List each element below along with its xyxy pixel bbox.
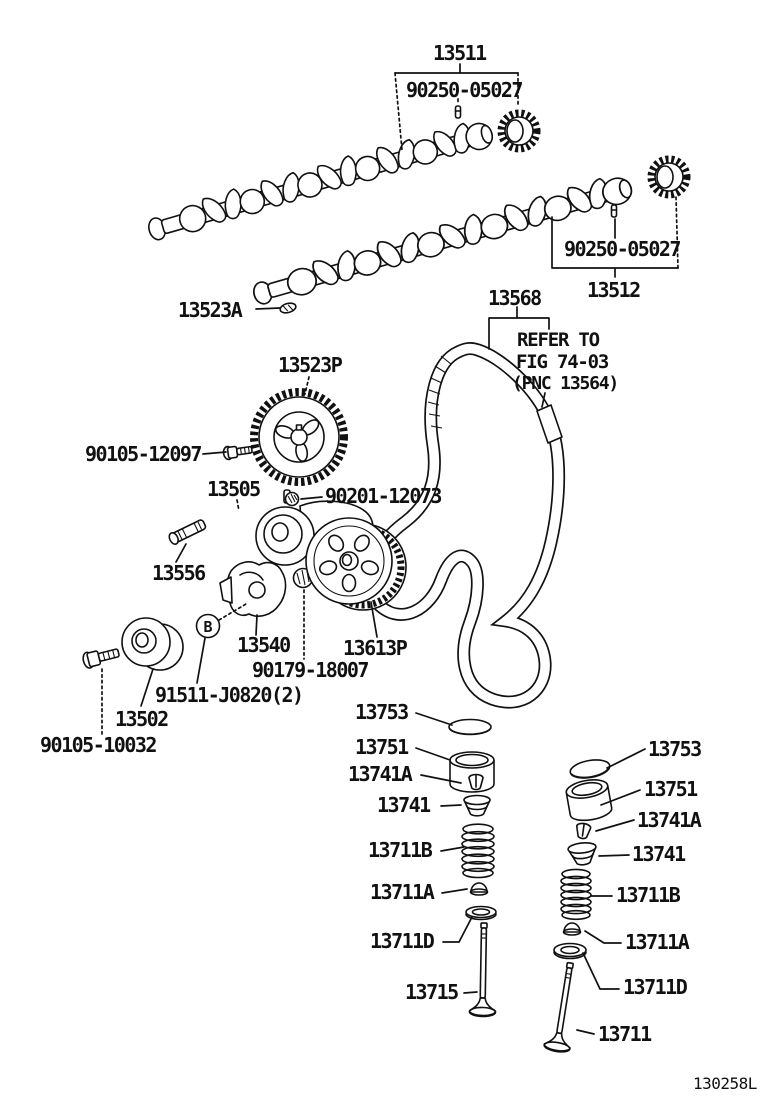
camshaft-timing-pulley-drawing [254, 392, 344, 482]
marker-b-label: B [203, 618, 213, 636]
valve-lifter-right-drawing [565, 777, 613, 823]
camshaft-sub-gear-lower [651, 159, 687, 195]
straight-pin-upper-drawing [456, 106, 461, 118]
timing-idler-drawing [122, 618, 183, 670]
label-belt-note-1: REFER TO [517, 329, 599, 351]
valve-left-drawing [469, 923, 497, 1017]
label-valve-cap-left[interactable]: 13753 [355, 700, 408, 724]
label-crankshaft-timing-pulley[interactable]: 13613P [343, 636, 407, 660]
label-valve-retainer-left[interactable]: 13741 [377, 793, 430, 817]
marker-b [197, 615, 220, 638]
valve-spring-left-drawing [462, 824, 494, 877]
drawing-number: 130258L [693, 1074, 757, 1093]
label-valve-spring-right[interactable]: 13711B [616, 883, 680, 907]
label-valve-right[interactable]: 13711 [598, 1022, 651, 1046]
valve-retainer-right-drawing [568, 842, 598, 867]
label-valve-lifter-left[interactable]: 13751 [355, 735, 408, 759]
tensioner-bracket-drawing [220, 562, 286, 616]
label-tensioner-nut[interactable]: 90201-12073 [325, 484, 441, 508]
idler-bolt-drawing [82, 645, 121, 669]
knock-pin-drawing [279, 302, 297, 315]
label-idler-bolt-b[interactable]: 91511-J0820(2) [155, 683, 303, 707]
label-straight-pin-upper[interactable]: 90250-05027 [406, 78, 522, 102]
label-camshaft-timing-pulley[interactable]: 13523P [278, 353, 342, 377]
valve-keeper-left-drawing [469, 775, 483, 790]
label-valve-lifter-right[interactable]: 13751 [644, 777, 697, 801]
label-knock-pin[interactable]: 13523A [178, 298, 242, 322]
valve-cap-right-drawing [569, 757, 611, 781]
label-tensioner-bracket[interactable]: 13540 [237, 633, 290, 657]
valve-spring-right-drawing [561, 869, 591, 919]
valve-seal-right-drawing [564, 923, 581, 935]
label-pulley-bolt[interactable]: 90105-12097 [85, 442, 201, 466]
tensioner-stud-drawing [167, 518, 206, 545]
straight-pin-lower-drawing [612, 205, 617, 217]
label-camshaft-no1[interactable]: 13512 [587, 278, 640, 302]
label-belt-note-3: (PNC 13564) [512, 373, 619, 394]
valve-cap-left-drawing [449, 720, 491, 735]
tensioner-nut-drawing [286, 493, 299, 506]
label-valve-keeper-left[interactable]: 13741A [348, 762, 412, 786]
label-valve-seal-right[interactable]: 13711A [625, 930, 689, 954]
label-valve-cap-right[interactable]: 13753 [648, 737, 701, 761]
label-valve-seat-left[interactable]: 13711D [370, 929, 434, 953]
valve-right-drawing [543, 961, 583, 1053]
label-valve-left[interactable]: 13715 [405, 980, 458, 1004]
label-timing-idler[interactable]: 13502 [115, 707, 168, 731]
label-bracket-nut[interactable]: 90179-18007 [252, 658, 368, 682]
label-tensioner-stud[interactable]: 13556 [152, 561, 205, 585]
valve-keeper-right-drawing [575, 823, 591, 840]
label-timing-belt[interactable]: 13568 [488, 286, 541, 310]
pulley-bolt-drawing [223, 443, 253, 460]
label-valve-seal-left[interactable]: 13711A [370, 880, 434, 904]
label-idler-bolt[interactable]: 90105-10032 [40, 733, 156, 757]
label-valve-seat-right[interactable]: 13711D [623, 975, 687, 999]
label-camshaft-no2[interactable]: 13511 [433, 41, 486, 65]
valve-seat-left-drawing [466, 907, 496, 920]
label-valve-retainer-right[interactable]: 13741 [632, 842, 685, 866]
valve-seal-left-drawing [471, 883, 488, 895]
label-belt-note-2: FIG 74-03 [516, 351, 609, 373]
valve-retainer-left-drawing [464, 796, 490, 816]
label-belt-tensioner[interactable]: 13505 [207, 477, 260, 501]
label-valve-keeper-right[interactable]: 13741A [637, 808, 701, 832]
label-straight-pin-lower[interactable]: 90250-05027 [564, 237, 680, 261]
camshaft-sub-gear-upper [501, 113, 537, 149]
valve-seat-right-drawing [554, 944, 586, 959]
label-valve-spring-left[interactable]: 13711B [368, 838, 432, 862]
